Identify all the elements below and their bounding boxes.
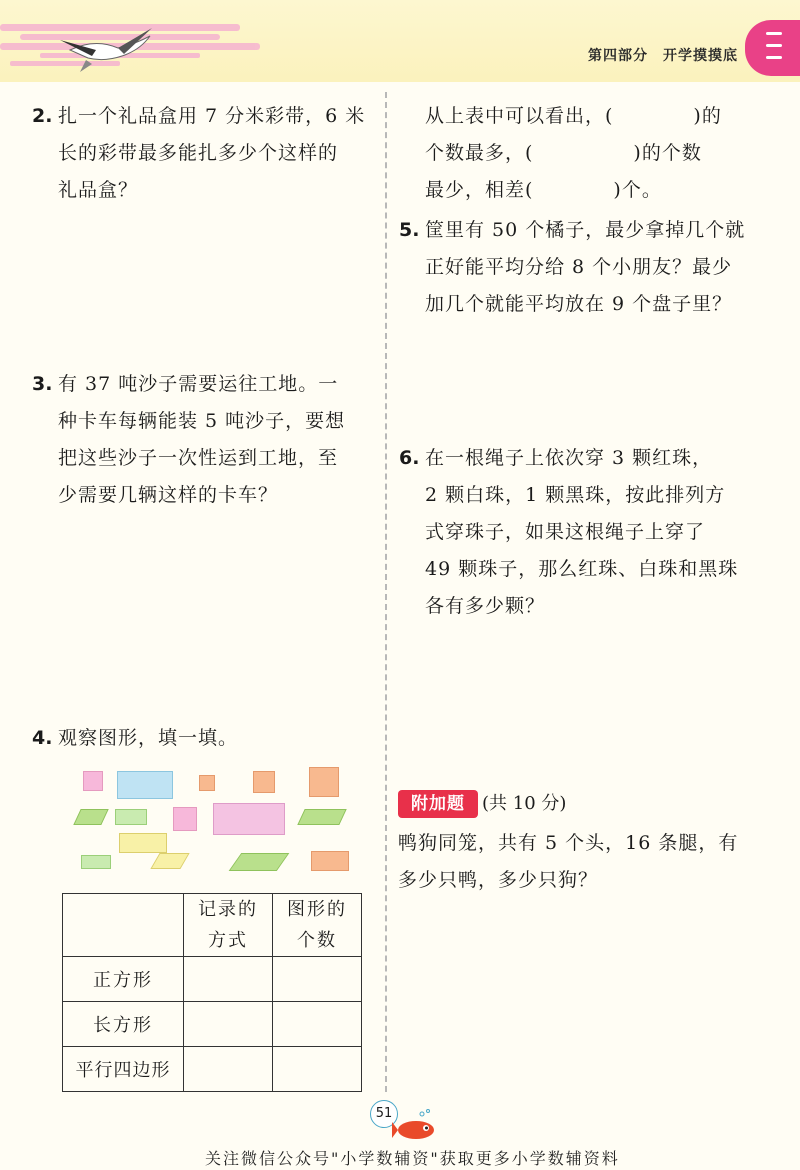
parallelogram-shape (297, 809, 346, 825)
table-header-cell (184, 894, 273, 957)
question-line: 多少只鸭，多少只狗？ (398, 869, 599, 891)
table-row (63, 1002, 362, 1047)
shapes-figure (75, 765, 365, 875)
square-shape (199, 775, 215, 791)
fish-mascot-icon (392, 1108, 440, 1144)
rectangle-shape (213, 803, 285, 835)
question-line: 有 37 吨沙子需要运往工地。一 (58, 373, 339, 395)
question-line: 筐里有 50 个橘子，最少拿掉几个就 (425, 219, 746, 241)
rectangle-shape (117, 771, 173, 799)
question-number: 2. (32, 105, 53, 127)
column-divider (385, 92, 387, 1092)
question-4-continued (425, 98, 722, 209)
rectangle-shape (119, 833, 167, 853)
question-2 (32, 98, 366, 209)
question-line: 个数最多，( )的个数 (425, 142, 702, 164)
table-header-cell (273, 894, 362, 957)
bonus-points: (共 10 分) (482, 793, 567, 814)
table-header-row (63, 894, 362, 957)
rectangle-shape (81, 855, 111, 869)
question-line: 加几个就能平均放在 9 个盘子里？ (425, 293, 733, 315)
row-label: 平行四边形 (63, 1047, 184, 1092)
question-number: 4. (32, 727, 53, 749)
square-shape (173, 807, 197, 831)
question-6 (399, 440, 739, 625)
answer-cell[interactable] (273, 1047, 362, 1092)
question-line: 长的彩带最多能扎多少个这样的 (58, 142, 339, 164)
parallelogram-shape (73, 809, 108, 825)
row-label: 正方形 (63, 957, 184, 1002)
table-row (63, 957, 362, 1002)
footer-text: 关注微信公众号"小学数辅资"获取更多小学数辅资料 (205, 1149, 620, 1168)
answer-cell[interactable] (184, 1002, 273, 1047)
table-row (63, 1047, 362, 1092)
bonus-question (398, 825, 738, 899)
section-title: 第四部分 开学摸摸底 (588, 48, 738, 64)
question-line: 扎一个礼品盒用 7 分米彩带，6 米 (58, 105, 366, 127)
question-line: 少需要几辆这样的卡车？ (58, 484, 279, 506)
corner-tab (745, 20, 800, 76)
bonus-badge: 附加题 (398, 790, 478, 818)
question-line: 2 颗白珠，1 颗黑珠，按此排列方 (425, 484, 726, 506)
question-number: 6. (399, 447, 420, 469)
question-5 (399, 212, 746, 323)
answer-cell[interactable] (273, 957, 362, 1002)
question-line: 鸭狗同笼，共有 5 个头，16 条腿，有 (398, 832, 739, 854)
record-table (62, 893, 362, 1092)
question-number: 3. (32, 373, 53, 395)
question-line: 种卡车每辆能装 5 吨沙子，要想 (58, 410, 346, 432)
answer-cell[interactable] (184, 1047, 273, 1092)
question-number: 5. (399, 219, 420, 241)
question-line: 各有多少颗？ (425, 595, 546, 617)
question-line: 49 颗珠子，那么红珠、白珠和黑珠 (425, 558, 739, 580)
answer-cell[interactable] (184, 957, 273, 1002)
question-line: 最少，相差( )个。 (425, 179, 662, 201)
question-line: 式穿珠子，如果这根绳子上穿了 (425, 521, 706, 543)
header-line: 图形的 (287, 899, 347, 920)
header-decoration (0, 0, 330, 90)
header-line: 方式 (208, 930, 248, 951)
header-line: 个数 (297, 930, 337, 951)
parallelogram-shape (229, 853, 290, 871)
question-line: 礼品盒？ (58, 179, 139, 201)
square-shape (253, 771, 275, 793)
question-line: 正好能平均分给 8 个小朋友？最少 (425, 256, 733, 278)
question-line: 观察图形，填一填。 (58, 727, 239, 749)
question-line: 在一根绳子上依次穿 3 颗红珠， (425, 447, 713, 469)
parallelogram-shape (150, 853, 189, 869)
table-corner-cell (63, 894, 184, 957)
question-line: 把这些沙子一次性运到工地，至 (58, 447, 339, 469)
square-shape (83, 771, 103, 791)
row-label: 长方形 (63, 1002, 184, 1047)
question-line: 从上表中可以看出，( )的 (425, 105, 722, 127)
square-shape (309, 767, 339, 797)
rectangle-shape (115, 809, 147, 825)
rectangle-shape (311, 851, 349, 871)
question-3 (32, 366, 346, 514)
question-4 (32, 720, 239, 757)
header-line: 记录的 (198, 899, 258, 920)
answer-cell[interactable] (273, 1002, 362, 1047)
page-number: 51 (370, 1100, 398, 1128)
